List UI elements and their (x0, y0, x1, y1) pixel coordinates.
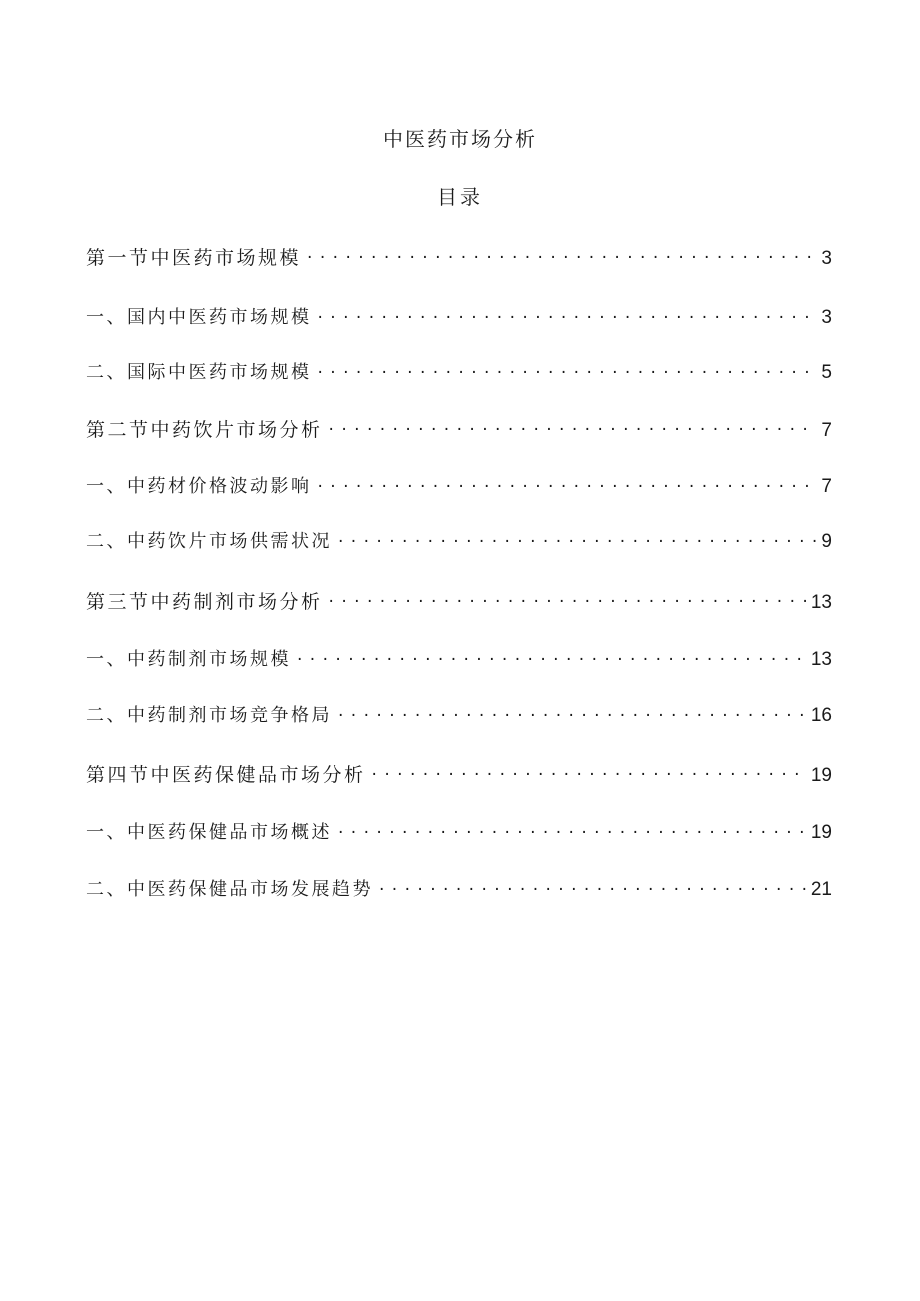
toc-entry-label: 一、国内中医药市场规模 (86, 307, 312, 328)
toc-entry-page: 19 (810, 822, 832, 843)
toc-heading: 目录 (437, 185, 483, 209)
toc-leader-dots (338, 820, 807, 838)
toc-entry-1-2[interactable] (86, 358, 832, 388)
toc-entry-label: 第一节中医药市场规模 (86, 247, 302, 269)
toc-entry-4-2[interactable] (86, 875, 832, 905)
toc-entry-section-3[interactable] (86, 587, 832, 617)
toc-leader-dots (372, 762, 807, 781)
toc-entry-label: 二、中药制剂市场竞争格局 (86, 705, 332, 726)
toc-entry-2-1[interactable] (86, 472, 832, 502)
toc-entry-page: 3 (821, 307, 832, 328)
toc-entry-label: 二、中医药保健品市场发展趋势 (86, 879, 373, 900)
toc-leader-dots (318, 474, 818, 492)
toc-entry-3-1[interactable] (86, 645, 832, 675)
toc-entry-page: 21 (810, 879, 832, 900)
toc-leader-dots (338, 529, 817, 547)
toc-entry-label: 一、中医药保健品市场概述 (86, 822, 332, 843)
toc-entry-label: 第四节中医药保健品市场分析 (86, 764, 366, 786)
toc-leader-dots (329, 589, 807, 608)
toc-entry-label: 一、中药制剂市场规模 (86, 649, 291, 670)
toc-entry-section-2[interactable] (86, 415, 832, 445)
toc-entry-label: 第二节中药饮片市场分析 (86, 419, 323, 441)
toc-leader-dots (318, 360, 818, 378)
toc-entry-label: 一、中药材价格波动影响 (86, 476, 312, 497)
toc-entry-label: 第三节中药制剂市场分析 (86, 591, 323, 613)
toc-leader-dots (318, 305, 818, 323)
toc-entry-section-4[interactable] (86, 760, 832, 790)
toc-entry-page: 19 (810, 765, 832, 786)
toc-entry-page: 7 (821, 476, 832, 497)
toc-entry-section-1[interactable] (86, 243, 832, 273)
toc-leader-dots (379, 877, 807, 895)
toc-entry-page: 13 (810, 649, 832, 670)
toc-entry-2-2[interactable] (86, 527, 832, 557)
toc-entry-label: 二、中药饮片市场供需状况 (86, 531, 332, 552)
toc-leader-dots (329, 417, 818, 436)
toc-entry-page: 13 (810, 592, 832, 613)
document-title: 中医药市场分析 (383, 127, 537, 151)
toc-entry-page: 16 (810, 705, 832, 726)
toc-entry-4-1[interactable] (86, 818, 832, 848)
toc-entry-page: 9 (821, 531, 832, 552)
toc-entry-label: 二、国际中医药市场规模 (86, 362, 312, 383)
toc-entry-1-1[interactable] (86, 303, 832, 333)
toc-entry-3-2[interactable] (86, 701, 832, 731)
toc-entry-page: 3 (821, 248, 832, 269)
toc-leader-dots (307, 245, 817, 264)
toc-leader-dots (297, 647, 807, 665)
toc-entry-page: 5 (821, 362, 832, 383)
toc-entry-page: 7 (821, 420, 832, 441)
toc-leader-dots (338, 703, 807, 721)
